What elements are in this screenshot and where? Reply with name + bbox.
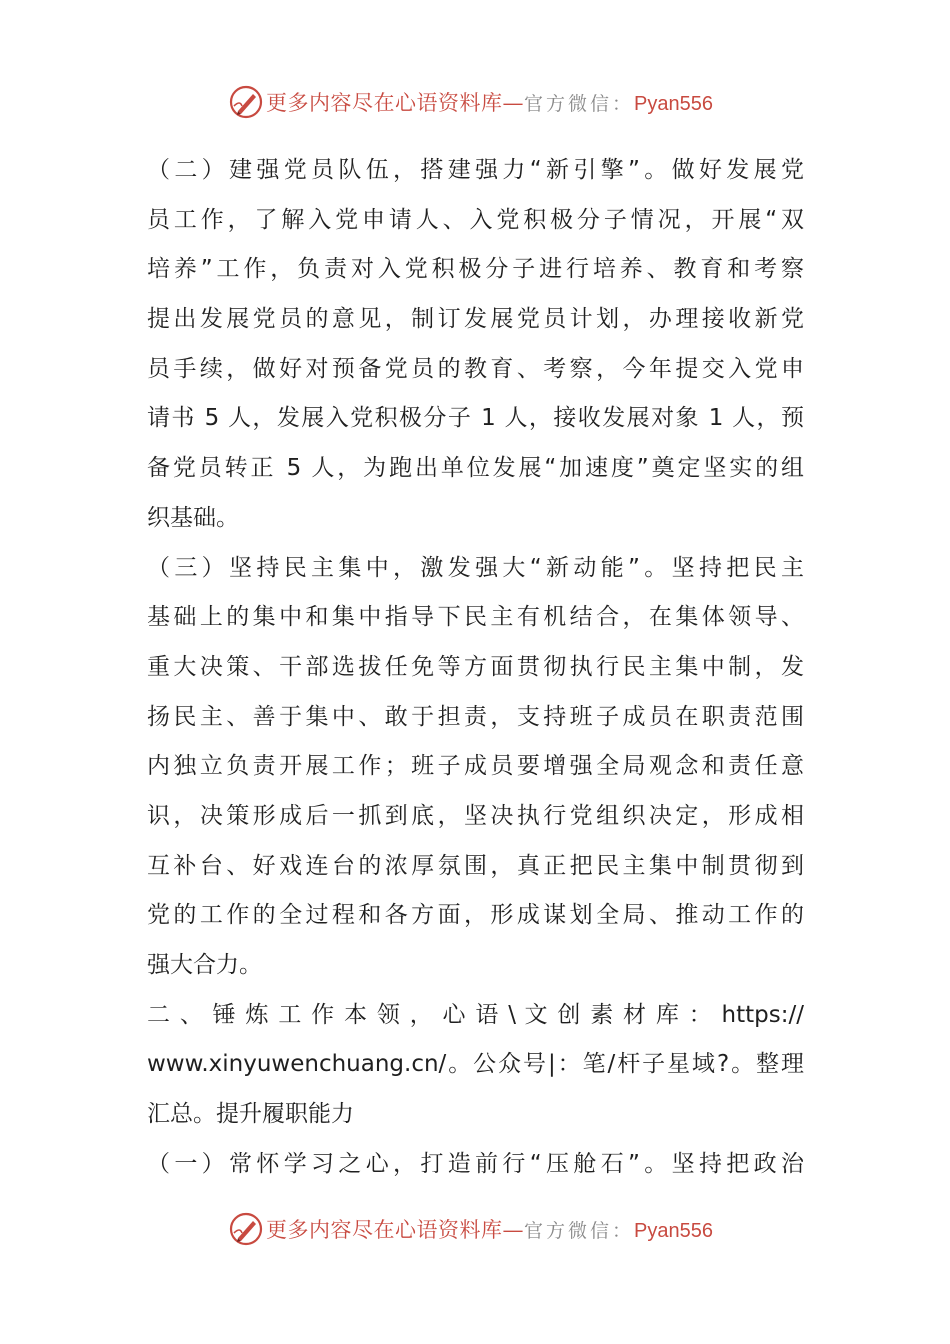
- body-text-line: 员工作，了解入党申请人、入党积极分子情况，开展“双: [147, 206, 804, 233]
- body-text-line: 党的工作的全过程和各方面，形成谋划全局、推动工作的: [147, 902, 804, 929]
- document-body: [147, 146, 804, 1189]
- body-text-line: 扬民主、善于集中、敢于担责，支持班子成员在职责范围: [147, 703, 804, 730]
- body-text-line: 内独立负责开展工作；班子成员要增强全局观念和责任意: [147, 753, 804, 780]
- body-text-line: 识，决策形成后一抓到底，坚决执行党组织决定，形成相: [147, 802, 804, 829]
- body-text-line: （二）建强党员队伍，搭建强力“新引擎”。做好发展党: [147, 157, 804, 183]
- banner-wechat-handle: Pyan556: [634, 93, 713, 115]
- body-text-line: 培养”工作，负责对入党积极分子进行培养、教育和考察: [147, 256, 804, 283]
- body-text-line: 基础上的集中和集中指导下民主有机结合，在集体领导、: [147, 604, 804, 631]
- body-text-line: www.xinyuwenchuang.cn/。公众号|：笔/杆子星域?。整理: [147, 1051, 804, 1078]
- body-text-line: 员手续，做好对预备党员的教育、考察，今年提交入党申: [147, 355, 804, 382]
- body-text-line: 请书 5 人，发展入党积极分子 1 人，接收发展对象 1 人，预: [147, 405, 804, 432]
- pen-logo-icon: [228, 84, 264, 120]
- banner-site-text: 更多内容尽在心语资料库: [266, 1218, 503, 1242]
- body-text-line: 二 、 锤 炼 工 作 本 领 ， 心 语 \ 文 创 素 材 库 ： https://: [147, 1001, 804, 1028]
- banner-text: [266, 87, 713, 117]
- banner-official-label: 官方微信：: [524, 1220, 635, 1242]
- body-text-line: （一）常怀学习之心，打造前行“压舱石”。坚持把政治: [147, 1150, 804, 1177]
- body-text-line: 强大合力。: [147, 952, 262, 978]
- body-text-line: 提出发展党员的意见，制订发展党员计划，办理接收新党: [147, 306, 804, 333]
- body-text-line: 互补台、好戏连台的浓厚氛围，真正把民主集中制贯彻到: [147, 852, 804, 879]
- body-text-line: 织基础。: [147, 504, 239, 531]
- banner-text: [266, 1214, 713, 1244]
- body-text-line: 重大决策、干部选拔任免等方面贯彻执行民主集中制，发: [147, 653, 804, 680]
- banner-wechat-handle: Pyan556: [634, 1220, 713, 1242]
- body-text-line: （三）坚持民主集中，激发强大“新动能”。坚持把民主: [147, 554, 804, 581]
- body-text-line: 备党员转正 5 人，为跑出单位发展“加速度”奠定坚实的组: [147, 455, 804, 482]
- banner-dash: —: [502, 1218, 524, 1242]
- header-banner: [228, 82, 713, 122]
- footer-banner: [228, 1209, 713, 1249]
- banner-dash: —: [502, 91, 524, 115]
- body-text-line: 汇总。提升履职能力: [147, 1101, 354, 1128]
- banner-official-label: 官方微信：: [524, 93, 635, 115]
- pen-logo-icon: [228, 1211, 264, 1247]
- banner-site-text: 更多内容尽在心语资料库: [266, 91, 503, 115]
